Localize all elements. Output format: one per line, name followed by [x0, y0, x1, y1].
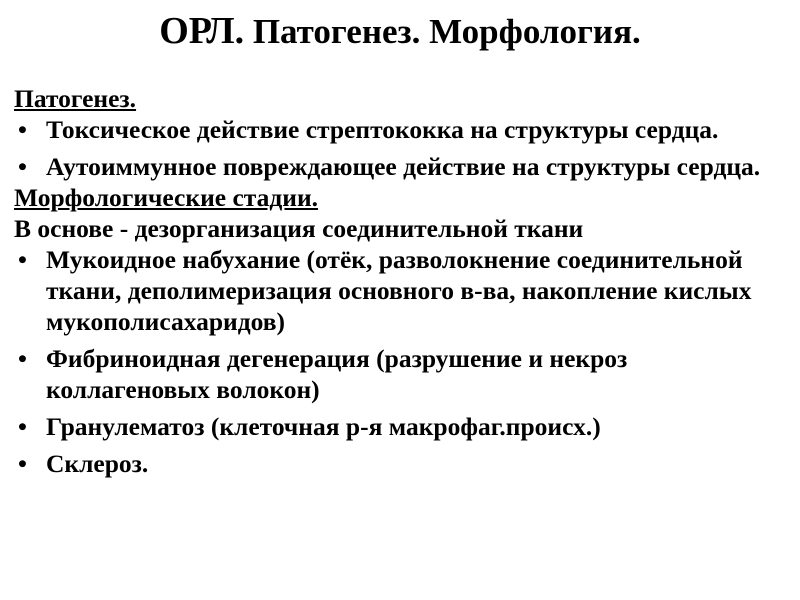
morphology-list [14, 244, 794, 479]
pathogenesis-heading: Патогенез. [14, 84, 137, 113]
list-item [14, 114, 794, 145]
list-item-text: Фибриноидная дегенерация (разрушение и некроз коллагеновых волокон) [46, 344, 628, 404]
list-item-text: Аутоиммунное повреждающее действие на структуры сердца. [46, 152, 761, 181]
slide-content [14, 83, 794, 479]
pathogenesis-list [14, 114, 794, 182]
bullet-icon: • [18, 115, 27, 144]
list-item-text: Токсическое действие стрептококка на структуры сердца. [46, 115, 719, 144]
list-item-text: Мукоидное набухание (отёк, разволокнение соединительной ткани, деполимеризация основного в-ва, накопление кислых мукополисахаридов) [46, 245, 752, 336]
list-item [14, 244, 794, 337]
morphology-heading: Морфологические стадии. [14, 183, 319, 212]
bullet-icon: • [18, 449, 27, 478]
list-item [14, 411, 794, 442]
bullet-icon: • [18, 245, 27, 274]
slide-title [0, 8, 800, 55]
list-item [14, 343, 794, 405]
list-item [14, 448, 794, 479]
title-abbreviation: ОРЛ. [159, 10, 245, 52]
bullet-icon: • [18, 344, 27, 373]
list-item [14, 151, 794, 182]
list-item-text: Склероз. [46, 449, 149, 478]
list-item-text: Гранулематоз (клеточная р-я макрофаг.происх.) [46, 412, 601, 441]
bullet-icon: • [18, 412, 27, 441]
title-text: Патогенез. Морфология. [252, 12, 641, 51]
bullet-icon: • [18, 152, 27, 181]
morphology-basis: В основе - дезорганизация соединительной ткани [14, 214, 584, 243]
